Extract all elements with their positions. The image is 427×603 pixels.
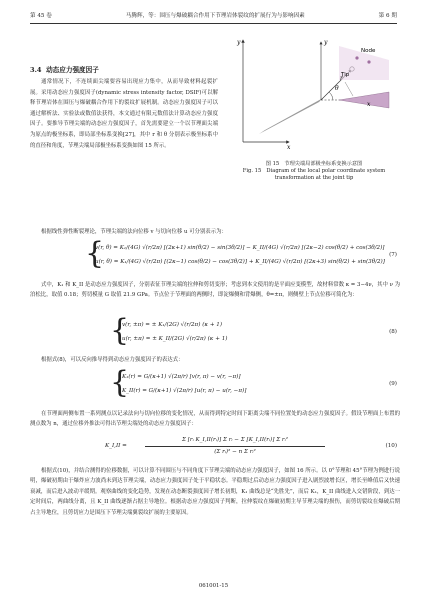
section-title: 动态应力强度因子 xyxy=(46,66,99,74)
running-header xyxy=(30,9,397,21)
paragraph: 根据式(8)，可以反向推导得到动态应力强度因子的表达式： xyxy=(41,357,184,363)
joint-plane xyxy=(259,98,323,134)
page-number: 061001-15 xyxy=(198,583,229,589)
paragraph-after-eq7 xyxy=(30,280,400,301)
paragraph: 根据式(10)，并结合测得的位移数据，可以计算不同围压与不同角度下节理尖端的动态应力强度因子，如图 16 所示。以 0°节理和 45°节理为例进行说明，爆破初期由于爆炸应力波尚未到达节理尖端，动态应力强度因子处于平稳状态。平稳期过后动态应力强度因子进入剧烈波增长区，增长至峰值后又快速衰减，而后进入波动平缓期。观察曲线的变化趋势，发现在动态断裂强度因子增长初期，K₁ 曲线总是“先胜先”，而后 K₁，K_II 曲线进入交错阶段，到达一定时间后，两曲线分离，且 K_II 曲线逐渐占据主导地位。根据动态应力强度因子判断，拉伸裂纹在爆破初期主导节理尖端的损伤，而剪切裂纹在爆破后期占主导地位，且剪切应力是围压下节理尖端翼裂纹扩展的主要原因。 xyxy=(30,468,400,516)
tip-zoom-wedge xyxy=(339,92,389,108)
eq10-lhs: K_I,II = xyxy=(105,443,127,449)
eq10-numerator: Σ [rᵢ K_I,II(rᵢ)] Σ rᵢ − Σ [K_I,II(rᵢ)] Σ rᵢ² xyxy=(182,437,288,443)
header-issue: 第 6 期 xyxy=(378,13,397,19)
section-heading xyxy=(30,64,99,74)
eq10-fraction-bar xyxy=(145,446,325,447)
label-local-x: x xyxy=(367,101,371,108)
figure-15-diagram xyxy=(229,30,399,158)
paragraph-after-eq9 xyxy=(30,409,400,430)
paragraph-after-eq8 xyxy=(30,355,400,365)
paragraph: 在节理面两侧布置一系列测点以记录法向与切向位移的变化情况，从而得到特定时间下距离尖端不同位置处的动态应力强度因子。假设节理面上布置的测点数为 n，通过位移外推法可得出节理尖端处的动态应力强度因子： xyxy=(30,411,400,428)
eq7-line2: u(r, θ) = K₁/(4G) √(r/2π) [(2κ−1) cos(θ/2) − cos(3θ/2)] + K_II/(4G) √(r/2π) [(2κ+3) sin(θ/2) + sin(3θ/2)] xyxy=(95,259,385,265)
eq9-number: (9) xyxy=(389,381,397,387)
paragraph: 式中，K₁ 和 K_II 是动态应力强度因子，分别表征节理尖端的拉伸和剪切变形；考虑到本文使用的是平面应变模型，故材料常数 κ = 3−4ν，其中 ν 为泊松比，取值 0.18；剪切模量 G 取值 21.9 GPa。节点位于节理面的两侧时，即淀爆侧和背爆侧，θ=±π，则侧壁上节点位移可简化为： xyxy=(30,282,400,299)
node-dot-2 xyxy=(367,60,370,63)
caption-en: Fig. 15 Diagram of the local polar coordinate system transformation at the joint tip xyxy=(242,168,386,181)
paragraph: 通常情况下，不连续面尖端要容易出现应力集中，从而导致材料起裂扩展。采用动态应力强度因子(dynamic stress intensity factor, DSIF)可以解释节理岩体在围压与爆破耦合作用下的裂纹扩展机制。动态应力强度因子可以通过解析法、实验法或数值法获得，本文通过有限元数值法计算动态应力强度因子。要推导节理尖端的动态应力强度因子，首先需要建立一个以节理面尖端为原点的极坐标系，即局部坐标系变换[27]，其中 r 和 θ 分别表示极坐标系中的直径和角度，节理尖端局部极坐标系变换如图 15 所示。 xyxy=(30,79,218,149)
eq10-denominator: (Σ rᵢ)² − n Σ rᵢ² xyxy=(214,449,256,455)
label-local-y: y xyxy=(324,39,328,46)
eq8-line2: u(r, ±π) = ± K_II/(2G) √(r/2π) (κ + 1) xyxy=(122,336,228,342)
section-number: 3.4 xyxy=(30,66,42,74)
header-rule xyxy=(30,23,397,24)
label-node: Node xyxy=(361,48,376,54)
eq10-number: (10) xyxy=(385,443,397,449)
eq9-line1: K₁(r) = G/(κ+1) √(2π/r) [v(r, π) − v(r, −π)] xyxy=(122,374,241,380)
eq7-brace: { xyxy=(85,236,105,271)
figure-caption xyxy=(225,161,403,182)
node-dot-1 xyxy=(355,56,358,59)
header-volume: 第 45 卷 xyxy=(30,13,52,19)
theta-arc xyxy=(329,92,333,100)
caption-cn: 图 15 节理尖端局部极坐标系变换示意图 xyxy=(265,161,363,167)
eq9-line2: K_II(r) = G/(κ+1) √(2π/r) [u(r, π) − u(r, −π)] xyxy=(122,388,247,394)
label-x: x xyxy=(287,144,291,151)
eq8-line1: v(r, ±π) = ± K₁/(2G) √(r/2π) (κ + 1) xyxy=(122,322,223,328)
label-y: y xyxy=(237,39,241,46)
label-tip: Tip xyxy=(341,72,350,78)
paragraph-after-eq10 xyxy=(30,466,400,518)
eq8-brace: { xyxy=(110,313,130,348)
eq7-number: (7) xyxy=(389,252,397,258)
label-theta: θ xyxy=(335,85,339,92)
label-r: r xyxy=(340,75,343,82)
tip-leader xyxy=(345,82,353,96)
eq9-brace: { xyxy=(110,365,130,400)
left-column-text xyxy=(30,77,218,151)
header-authors-title: 马腾辉，等：围压与爆破耦合作用下节理岩体裂纹的扩展行为与影响因素 xyxy=(125,13,305,19)
eq7-line1: v(r, θ) = K₁/(4G) √(r/2π) [(2κ+1) sin(θ/2) − sin(3θ/2)] − K_II/(4G) √(r/2π) [(2κ−2) cos(θ/2) + cos(3θ/2)] xyxy=(95,245,385,251)
paragraph: 根据线性弹性断裂理论，节理尖端的法向位移 v 与切向位移 u 可分别表示为： xyxy=(41,229,227,235)
eq8-number: (8) xyxy=(389,329,397,335)
